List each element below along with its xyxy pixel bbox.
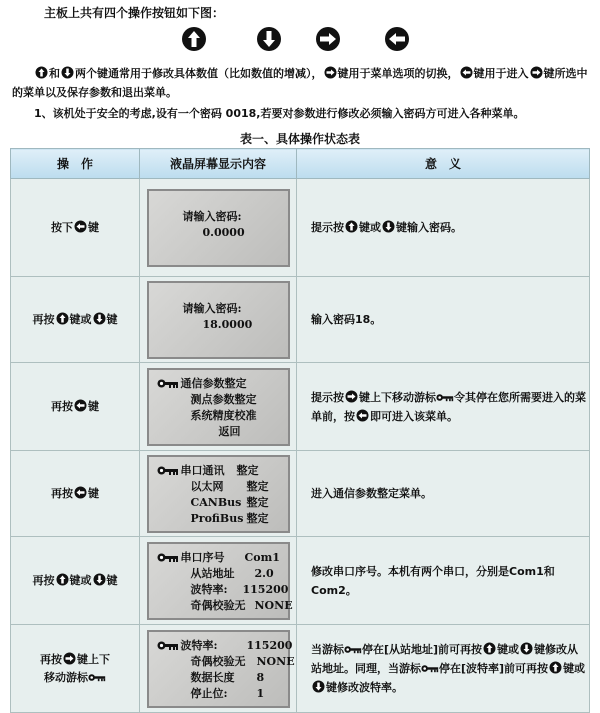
- left-key-icon: [74, 399, 87, 412]
- table-row: [11, 277, 590, 363]
- cursor-key-icon: [157, 552, 181, 563]
- down-key-icon: [312, 680, 325, 693]
- operation-cell: 再按 键: [11, 363, 140, 451]
- header-operation: 操 作: [11, 149, 140, 179]
- up-key-icon: [483, 642, 496, 655]
- table-row: [11, 625, 590, 713]
- operation-cell: 再按 键上下 移动游标: [11, 625, 140, 713]
- right-key-icon: [345, 390, 358, 403]
- cursor-key-icon: [157, 465, 181, 476]
- up-key-icon: [56, 312, 69, 325]
- left-key-icon: [74, 486, 87, 499]
- operation-cell: 再按 键或 键: [11, 277, 140, 363]
- screen-cell: [140, 451, 297, 537]
- table-row: [11, 179, 590, 277]
- cursor-key-icon: [421, 664, 439, 673]
- operation-cell: 再按 键: [11, 451, 140, 537]
- table-row: [11, 451, 590, 537]
- lcd-display: 请输入密码: 0.0000: [147, 189, 290, 267]
- down-key-icon: [382, 220, 395, 233]
- key-icons-row: [0, 26, 600, 56]
- screen-cell: [140, 363, 297, 451]
- cursor-key-icon: [344, 645, 362, 654]
- down-key-icon: [256, 26, 282, 52]
- lcd-display: 串口通讯 整定 以太网 整定 CANBus 整定 ProfiBus 整定: [147, 455, 290, 533]
- meaning-cell: 提示按 键或 键输入密码。: [297, 179, 590, 277]
- right-key-icon: [324, 66, 337, 79]
- left-key-icon: [460, 66, 473, 79]
- left-key-icon: [74, 220, 87, 233]
- up-key-icon: [56, 573, 69, 586]
- table-header-row: [11, 149, 590, 179]
- meaning-cell: 输入密码18。: [297, 277, 590, 363]
- keys-description: 和 两个键通常用于修改具体数值（比如数值的增减）， 键用于菜单选项的切换， 键用于进入 键所选中的菜单以及保存参数和退出菜单。: [12, 67, 588, 99]
- screen-cell: [140, 277, 297, 363]
- cursor-key-icon: [157, 640, 181, 651]
- left-key-icon: [384, 26, 410, 52]
- up-key-icon: [549, 661, 562, 674]
- table-row: [11, 537, 590, 625]
- table-row: [11, 363, 590, 451]
- down-key-icon: [61, 66, 74, 79]
- screen-cell: [140, 537, 297, 625]
- screen-cell: [140, 179, 297, 277]
- lcd-display: 波特率: 115200 奇偶校验无 NONE 数据长度 8 停止位: 1: [147, 630, 290, 708]
- password-note: 1、该机处于安全的考虑,设有一个密码 0018,若要对参数进行修改必须输入密码方可进入各种菜单。: [34, 107, 525, 120]
- lcd-display: 请输入密码: 18.0000: [147, 281, 290, 359]
- meaning-cell: 修改串口序号。本机有两个串口，分别是Com1和Com2。: [297, 537, 590, 625]
- down-key-icon: [93, 573, 106, 586]
- right-key-icon: [315, 26, 341, 52]
- operation-cell: 按下 键: [11, 179, 140, 277]
- up-key-icon: [181, 26, 207, 52]
- header-screen: 液晶屏幕显示内容: [140, 149, 297, 179]
- intro-text: 主板上共有四个操作按钮如下图：: [44, 6, 225, 20]
- up-key-icon: [345, 220, 358, 233]
- right-key-icon: [63, 652, 76, 665]
- operation-cell: 再按 键或 键: [11, 537, 140, 625]
- cursor-key-icon: [88, 673, 106, 682]
- up-key-icon: [35, 66, 48, 79]
- cursor-key-icon: [436, 393, 454, 402]
- left-key-icon: [356, 409, 369, 422]
- operation-table: [10, 148, 590, 713]
- table-caption: 表一、具体操作状态表: [239, 132, 360, 146]
- header-meaning: 意 义: [297, 149, 590, 179]
- cursor-key-icon: [157, 378, 181, 389]
- screen-cell: [140, 625, 297, 713]
- right-key-icon: [530, 66, 543, 79]
- down-key-icon: [520, 642, 533, 655]
- meaning-cell: 当游标 停在[从站地址]前可再按 键或 键修改从站地址。同理，当游标 停在[波特率]前可再按 键或 键修改波特率。: [297, 625, 590, 713]
- down-key-icon: [93, 312, 106, 325]
- lcd-display: 通信参数整定 测点参数整定 系统精度校准 返回: [147, 368, 290, 446]
- lcd-display: 串口序号 Com1 从站地址 2.0 波特率: 115200 奇偶校验无 NONE: [147, 542, 290, 620]
- meaning-cell: 进入通信参数整定菜单。: [297, 451, 590, 537]
- meaning-cell: 提示按 键上下移动游标 令其停在您所需要进入的菜单前，按 即可进入该菜单。: [297, 363, 590, 451]
